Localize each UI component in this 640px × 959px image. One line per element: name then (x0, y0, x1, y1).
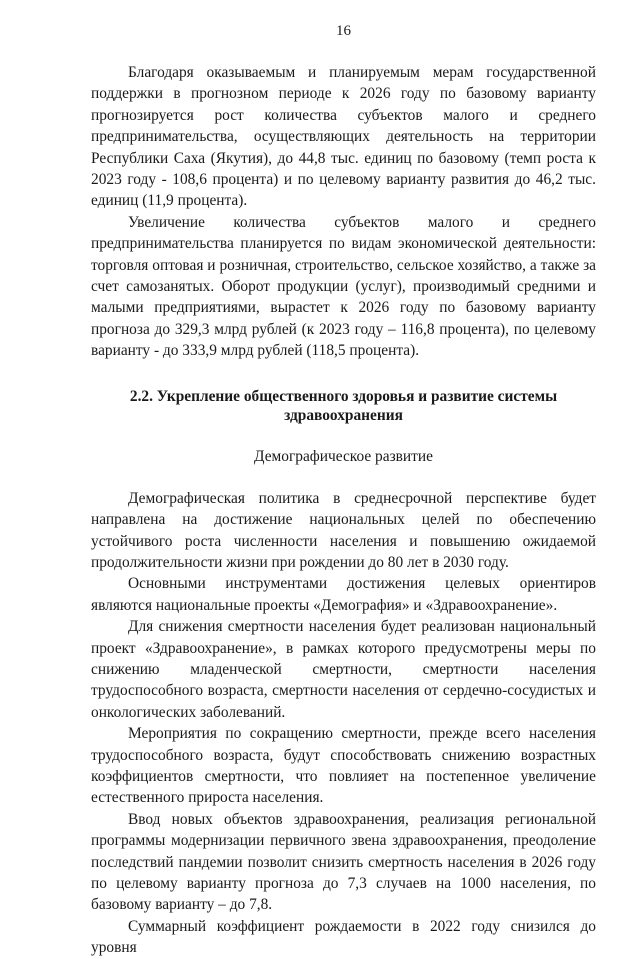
paragraph-fertility-rate: Суммарный коэффициент рождаемости в 2022 году снизился до уровня (91, 917, 596, 957)
page-number: 16 (336, 23, 351, 39)
document-page (91, 22, 596, 959)
subheading-demographic-development: Демографическое развитие (254, 447, 433, 465)
paragraph-healthcare-facilities: Ввод новых объектов здравоохранения, реализация региональной программы модернизации первичного звена здравоохранения, преодоление последствий пандемии позволит снизить смертность населения в 2026 году по целевому варианту прогноза до 7,3 случаев на 1000 населения, по базовому варианту – до 7,8. (91, 810, 596, 914)
paragraph-sme-activities: Увеличение количества субъектов малого и среднего предпринимательства планируется по видам экономической деятельности: торговля оптовая и розничная, строительство, сельское хозяйство, а также за счет самозанятых. Оборот продукции (услуг), производимый средними и малыми предприятиями, вырастет к 2026 году по базовому варианту прогноза до 329,3 млрд рублей (к 2023 году – 116,8 процента), по целевому варианту - до 333,9 млрд рублей (118,5 процента). (91, 213, 596, 360)
paragraph-sme-growth: Благодаря оказываемым и планируемым мерам государственной поддержки в прогнозном периоде к 2026 году по базовому варианту прогнозируется рост количества субъектов малого и среднего предпринимательства, осуществляющих деятельность на территории Республики Саха (Якутия), до 44,8 тыс. единиц по базовому (темп роста к 2023 году - 108,6 процента) и по целевому варианту развития до 46,2 тыс. единиц (11,9 процента). (91, 64, 596, 210)
paragraph-demographic-policy: Демографическая политика в среднесрочной перспективе будет направлена на достижение национальных целей по обеспечению устойчивого роста численности населения и повышению ожидаемой продолжительности жизни при рождении до 80 лет в 2030 году. (91, 489, 596, 571)
section-heading-line-2: здравоохранения (284, 407, 403, 425)
section-heading (91, 387, 596, 426)
paragraph-mortality-reduction: Для снижения смертности населения будет реализован национальный проект «Здравоохранение», в рамках которого предусмотрены меры по снижению младенческой смертности, смертности населения трудоспособного возраста, смертности населения от сердечно-сосудистых и онкологических заболеваний. (91, 618, 596, 721)
section-heading-line-1: 2.2. Укрепление общественного здоровья и развитие системы (129, 387, 558, 405)
paragraph-working-age-mortality: Мероприятия по сокращению смертности, прежде всего населения трудоспособного возраста, будут способствовать снижению возрастных коэффициентов смертности, что повлияет на постепенное увеличение естественного прироста населения. (91, 725, 596, 807)
paragraph-national-projects: Основными инструментами достижения целевых ориентиров являются национальные проекты «Демография» и «Здравоохранение». (91, 575, 596, 614)
